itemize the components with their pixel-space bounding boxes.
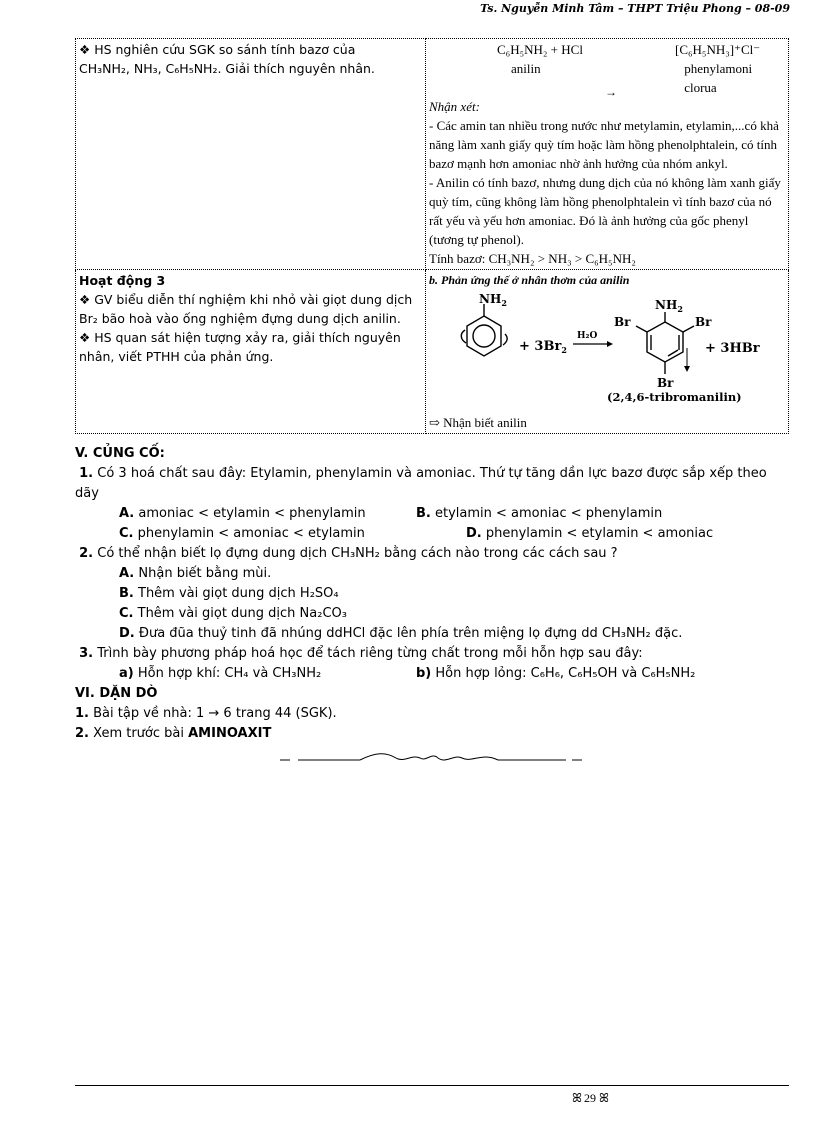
content-cell <box>426 270 789 434</box>
svg-text:+ 3Br2: + $3Br_2$ <box>519 339 567 355</box>
ornament-divider <box>276 748 586 768</box>
bromination-reaction-diagram <box>429 290 789 406</box>
teacher-activity-cell: Hoạt động 3 ❖ GV biểu diễn thí nghiệm khi nhỏ vài giọt dung dịch Br₂ bão hoà vào ống nghiệm đựng dung dịch anilin. ❖ HS quan sát hiện tượng xảy ra, giải thích nguyên nhân, viết PTHH của phản ứng. <box>76 270 426 434</box>
table-row <box>76 39 789 270</box>
svg-text:NH2: $NH_2$ <box>479 292 507 308</box>
section-title: VI. DẶN DÒ <box>75 686 158 701</box>
bullet-icon: ❖ <box>79 330 91 345</box>
svg-text:H₂O: H₂O <box>577 331 598 341</box>
basicity-order: Tính bazơ: CH₃NH₂ > NH₃ > C₆H₅NH₂ <box>429 251 636 266</box>
svg-text:(2,4,6-tribromanilin): (2,4,6-tribromanilin) <box>607 390 742 404</box>
conclusion: ⇨ Nhận biết anilin <box>429 415 527 430</box>
section-review: V. CỦNG CỐ: 1. Có 3 hoá chất sau đây: Etylamin, phenylamin và amoniac. Thứ tự tăng dần lực bazơ được sắp xếp theo dãy A. amoniac < etylamin < phenylamin B. etylamin < amoniac < phenylamin C. phenylamin < amoniac < etylamin D. phenylamin < etylamin < amoniac 2. Có thể nhận biết lọ đựng dung dịch CH₃NH₂ bằng cách nào trong các cách sau ? A. Nhận biết bằng mùi. B. Thêm vài giọt dung dịch H₂SO₄ C. Thêm vài giọt dung dịch Na₂CO₃ D. Đưa đũa thuỷ tinh đã nhúng ddHCl đặc lên phía trên miệng lọ đựng dd CH₃NH₂ đặc. 3. Trình bày phương pháp hoá học để tách riêng từng chất trong mỗi hỗn hợp sau đây: a) Hỗn hợp khí: CH₄ và CH₃NH₂ b) Hỗn hợp lỏng: C₆H₆, C₆H₅OH và C₆H₅NH₂ VI. DẶN DÒ 1. Bài tập về nhà: 1 → 6 trang 44 (SGK). 2. Xem trước bài AMINOAXIT <box>75 444 786 744</box>
activity-title: Hoạt động 3 <box>79 273 166 288</box>
teacher-activity-cell: ❖ HS nghiên cứu SGK so sánh tính bazơ của CH₃NH₂, NH₃, C₆H₅NH₂. Giải thích nguyên nhân. <box>76 39 426 270</box>
content-cell: C₆H₅NH₂ + HCl [C₆H₅NH₃]⁺Cl⁻ anilin phenylamoni clorua → Nhận xét: - Các amin tan nhiều trong nước như metylamin, etylamin,...có khả năng làm xanh giấy quỳ tím hoặc làm hồng phenolphtalein, có tính bazơ mạnh hơn amoniac nhờ ảnh hưởng của nhóm ankyl. - Anilin có tính bazơ, nhưng dung dịch của nó không làm xanh giấy quỳ tím, cũng không làm hồng phenolphtalein vì tính bazơ của nó rất yếu và yếu hơn amoniac. Đó là ảnh hưởng của gốc phenyl (tương tự phenol). Tính bazơ: CH₃NH₂ > NH₃ > C₆H₅NH₂ <box>426 39 789 270</box>
tribromoaniline-structure <box>636 312 694 374</box>
page-header: Ts. Nguyễn Minh Tâm – THPT Triệu Phong – 08-09 <box>480 2 790 15</box>
lesson-table <box>75 38 789 434</box>
aniline-structure <box>461 304 507 356</box>
svg-text:+ 3HBr: + 3HBr <box>705 341 760 356</box>
remark-title: Nhận xét: <box>429 99 480 114</box>
footer-rule <box>75 1085 789 1086</box>
bullet-icon: ❖ <box>79 42 91 57</box>
page-number: ꕤ 29 ꕤ <box>572 1091 608 1105</box>
remark-2: - Anilin có tính bazơ, nhưng dung dịch của nó không làm xanh giấy quỳ tím, cũng không làm hồng phenolphtalein vì tính bazơ của nó rất yếu và yếu hơn amoniac. Đó là ảnh hưởng của gốc phenyl (tương tự phenol). <box>429 175 781 247</box>
section-title: V. CỦNG CỐ: <box>75 446 165 461</box>
svg-text:Br: Br <box>614 315 631 329</box>
section-b-title: b. Phản ứng thế ở nhân thơm của anilin <box>429 273 630 287</box>
arrow-icon: → <box>605 85 617 99</box>
svg-text:NH2: $NH_2$ <box>655 298 683 314</box>
svg-text:Br: Br <box>657 376 674 390</box>
bullet-icon: ❖ <box>79 292 91 307</box>
svg-text:Br: Br <box>695 315 712 329</box>
remark-1: - Các amin tan nhiều trong nước như metylamin, etylamin,...có khả năng làm xanh giấy quỳ tím hoặc làm hồng phenolphtalein, có tính bazơ mạnh hơn amoniac nhờ ảnh hưởng của nhóm ankyl. <box>429 118 779 171</box>
table-row <box>76 270 789 434</box>
reaction-equation: C₆H₅NH₂ + HCl [C₆H₅NH₃]⁺Cl⁻ <box>497 42 761 57</box>
